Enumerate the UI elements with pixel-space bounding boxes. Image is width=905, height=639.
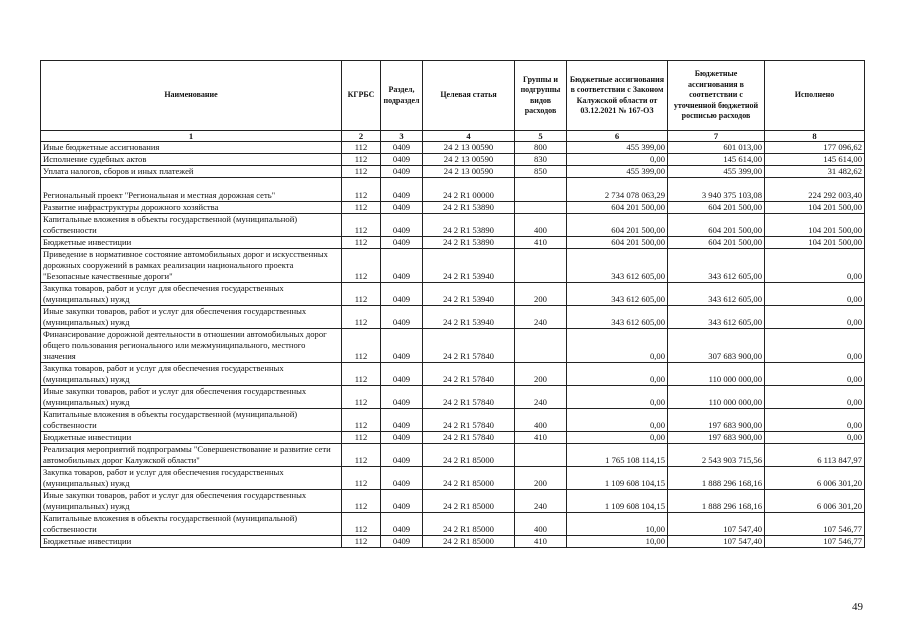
row-name-cell: Развитие инфраструктуры дорожного хозяйства	[41, 202, 342, 214]
row-target-cell: 24 2 R1 57840	[423, 363, 515, 386]
column-number-row	[41, 131, 865, 142]
row-group-cell: 410	[515, 432, 567, 444]
row-refined-amount-cell: 1 888 296 168,16	[668, 490, 765, 513]
row-section-cell: 0409	[381, 142, 423, 154]
row-group-cell	[515, 249, 567, 283]
table-row	[41, 249, 865, 283]
row-refined-amount-cell: 3 940 375 103,08	[668, 178, 765, 202]
row-executed-amount-cell: 177 096,62	[765, 142, 865, 154]
column-number: 4	[423, 131, 515, 142]
row-refined-amount-cell: 343 612 605,00	[668, 249, 765, 283]
row-kgrbs-cell: 112	[342, 166, 381, 178]
row-name-cell: Капитальные вложения в объекты государственной (муниципальной) собственности	[41, 214, 342, 237]
table-body	[41, 142, 865, 548]
row-executed-amount-cell: 0,00	[765, 363, 865, 386]
row-section-cell: 0409	[381, 490, 423, 513]
row-law-amount-cell: 0,00	[567, 386, 668, 409]
budget-table	[40, 60, 865, 548]
row-name-cell: Иные закупки товаров, работ и услуг для обеспечения государственных (муниципальных) нужд	[41, 306, 342, 329]
row-group-cell: 200	[515, 283, 567, 306]
table-row	[41, 154, 865, 166]
row-refined-amount-cell: 604 201 500,00	[668, 202, 765, 214]
row-kgrbs-cell: 112	[342, 432, 381, 444]
table-row	[41, 202, 865, 214]
row-section-cell: 0409	[381, 536, 423, 548]
row-section-cell: 0409	[381, 363, 423, 386]
row-law-amount-cell: 0,00	[567, 409, 668, 432]
header-section: Раздел, подраздел	[381, 61, 423, 131]
row-law-amount-cell: 1 109 608 104,15	[567, 467, 668, 490]
row-refined-amount-cell: 107 547,40	[668, 513, 765, 536]
header-name: Наименование	[41, 61, 342, 131]
row-kgrbs-cell: 112	[342, 536, 381, 548]
row-group-cell: 240	[515, 386, 567, 409]
row-kgrbs-cell: 112	[342, 249, 381, 283]
row-executed-amount-cell: 104 201 500,00	[765, 202, 865, 214]
row-law-amount-cell: 0,00	[567, 154, 668, 166]
row-target-cell: 24 2 R1 53940	[423, 249, 515, 283]
header-executed: Исполнено	[765, 61, 865, 131]
column-number: 2	[342, 131, 381, 142]
row-law-amount-cell: 10,00	[567, 536, 668, 548]
row-law-amount-cell: 0,00	[567, 329, 668, 363]
row-target-cell: 24 2 R1 57840	[423, 409, 515, 432]
row-target-cell: 24 2 R1 00000	[423, 178, 515, 202]
row-refined-amount-cell: 107 547,40	[668, 536, 765, 548]
row-law-amount-cell: 1 109 608 104,15	[567, 490, 668, 513]
row-executed-amount-cell: 31 482,62	[765, 166, 865, 178]
row-kgrbs-cell: 112	[342, 306, 381, 329]
row-section-cell: 0409	[381, 249, 423, 283]
row-kgrbs-cell: 112	[342, 154, 381, 166]
row-kgrbs-cell: 112	[342, 214, 381, 237]
row-law-amount-cell: 604 201 500,00	[567, 202, 668, 214]
row-refined-amount-cell: 604 201 500,00	[668, 214, 765, 237]
table-row	[41, 409, 865, 432]
header-row	[41, 61, 865, 131]
table-row	[41, 444, 865, 467]
row-name-cell: Капитальные вложения в объекты государственной (муниципальной) собственности	[41, 409, 342, 432]
row-group-cell: 410	[515, 536, 567, 548]
row-section-cell: 0409	[381, 166, 423, 178]
row-law-amount-cell: 604 201 500,00	[567, 237, 668, 249]
column-number: 8	[765, 131, 865, 142]
row-executed-amount-cell: 0,00	[765, 306, 865, 329]
table-row	[41, 490, 865, 513]
row-kgrbs-cell: 112	[342, 467, 381, 490]
row-refined-amount-cell: 604 201 500,00	[668, 237, 765, 249]
table-row	[41, 386, 865, 409]
row-law-amount-cell: 455 399,00	[567, 142, 668, 154]
row-section-cell: 0409	[381, 386, 423, 409]
row-group-cell: 800	[515, 142, 567, 154]
row-law-amount-cell: 343 612 605,00	[567, 249, 668, 283]
header-law: Бюджетные ассигнования в соответствии с Законом Калужской области от 03.12.2021 № 167-ОЗ	[567, 61, 668, 131]
row-target-cell: 24 2 R1 53890	[423, 202, 515, 214]
row-name-cell: Исполнение судебных актов	[41, 154, 342, 166]
row-executed-amount-cell: 6 113 847,97	[765, 444, 865, 467]
row-kgrbs-cell: 112	[342, 363, 381, 386]
row-group-cell: 400	[515, 409, 567, 432]
table-row	[41, 283, 865, 306]
column-number: 6	[567, 131, 668, 142]
table-row	[41, 467, 865, 490]
table-row	[41, 432, 865, 444]
budget-sheet	[40, 60, 864, 548]
column-number: 3	[381, 131, 423, 142]
row-kgrbs-cell: 112	[342, 178, 381, 202]
row-group-cell	[515, 202, 567, 214]
row-section-cell: 0409	[381, 154, 423, 166]
row-executed-amount-cell: 6 006 301,20	[765, 467, 865, 490]
row-target-cell: 24 2 R1 53890	[423, 214, 515, 237]
row-section-cell: 0409	[381, 409, 423, 432]
row-target-cell: 24 2 R1 57840	[423, 329, 515, 363]
row-kgrbs-cell: 112	[342, 409, 381, 432]
row-target-cell: 24 2 R1 53940	[423, 283, 515, 306]
row-executed-amount-cell: 0,00	[765, 329, 865, 363]
header-groups: Группы и подгруппы видов расходов	[515, 61, 567, 131]
row-law-amount-cell: 343 612 605,00	[567, 283, 668, 306]
row-refined-amount-cell: 197 683 900,00	[668, 409, 765, 432]
row-target-cell: 24 2 R1 57840	[423, 386, 515, 409]
row-group-cell	[515, 178, 567, 202]
row-name-cell: Закупка товаров, работ и услуг для обеспечения государственных (муниципальных) нужд	[41, 363, 342, 386]
row-refined-amount-cell: 1 888 296 168,16	[668, 467, 765, 490]
row-law-amount-cell: 455 399,00	[567, 166, 668, 178]
row-law-amount-cell: 1 765 108 114,15	[567, 444, 668, 467]
row-executed-amount-cell: 0,00	[765, 409, 865, 432]
row-kgrbs-cell: 112	[342, 329, 381, 363]
row-law-amount-cell: 2 734 078 063,29	[567, 178, 668, 202]
row-executed-amount-cell: 145 614,00	[765, 154, 865, 166]
table-row	[41, 237, 865, 249]
row-law-amount-cell: 0,00	[567, 363, 668, 386]
row-group-cell: 850	[515, 166, 567, 178]
row-refined-amount-cell: 145 614,00	[668, 154, 765, 166]
row-name-cell: Иные закупки товаров, работ и услуг для обеспечения государственных (муниципальных) нужд	[41, 490, 342, 513]
row-executed-amount-cell: 104 201 500,00	[765, 237, 865, 249]
row-section-cell: 0409	[381, 214, 423, 237]
row-group-cell: 830	[515, 154, 567, 166]
row-section-cell: 0409	[381, 283, 423, 306]
column-number: 7	[668, 131, 765, 142]
row-kgrbs-cell: 112	[342, 490, 381, 513]
row-executed-amount-cell: 0,00	[765, 283, 865, 306]
table-row	[41, 363, 865, 386]
row-name-cell: Региональный проект "Региональная и местная дорожная сеть"	[41, 178, 342, 202]
row-section-cell: 0409	[381, 513, 423, 536]
table-row	[41, 536, 865, 548]
row-law-amount-cell: 0,00	[567, 432, 668, 444]
column-number: 1	[41, 131, 342, 142]
row-refined-amount-cell: 110 000 000,00	[668, 363, 765, 386]
row-name-cell: Уплата налогов, сборов и иных платежей	[41, 166, 342, 178]
row-name-cell: Финансирование дорожной деятельности в отношении автомобильных дорог общего пользования регионального или межмуниципального, местного значения	[41, 329, 342, 363]
row-executed-amount-cell: 0,00	[765, 249, 865, 283]
page-number: 49	[852, 601, 863, 613]
row-name-cell: Иные закупки товаров, работ и услуг для обеспечения государственных (муниципальных) нужд	[41, 386, 342, 409]
row-target-cell: 24 2 R1 85000	[423, 444, 515, 467]
row-group-cell: 400	[515, 214, 567, 237]
row-name-cell: Бюджетные инвестиции	[41, 432, 342, 444]
row-kgrbs-cell: 112	[342, 283, 381, 306]
table-row	[41, 306, 865, 329]
row-group-cell: 200	[515, 363, 567, 386]
row-kgrbs-cell: 112	[342, 202, 381, 214]
row-target-cell: 24 2 13 00590	[423, 142, 515, 154]
row-target-cell: 24 2 R1 85000	[423, 513, 515, 536]
row-executed-amount-cell: 0,00	[765, 432, 865, 444]
header-target: Целевая статья	[423, 61, 515, 131]
row-section-cell: 0409	[381, 306, 423, 329]
row-executed-amount-cell: 6 006 301,20	[765, 490, 865, 513]
header-refined: Бюджетные ассигнования в соответствии с уточненной бюджетной росписью расходов	[668, 61, 765, 131]
table-row	[41, 513, 865, 536]
row-refined-amount-cell: 110 000 000,00	[668, 386, 765, 409]
row-refined-amount-cell: 455 399,00	[668, 166, 765, 178]
table-row	[41, 329, 865, 363]
row-section-cell: 0409	[381, 444, 423, 467]
row-refined-amount-cell: 601 013,00	[668, 142, 765, 154]
row-executed-amount-cell: 0,00	[765, 386, 865, 409]
row-refined-amount-cell: 197 683 900,00	[668, 432, 765, 444]
row-name-cell: Бюджетные инвестиции	[41, 536, 342, 548]
row-refined-amount-cell: 2 543 903 715,56	[668, 444, 765, 467]
row-target-cell: 24 2 R1 53890	[423, 237, 515, 249]
row-target-cell: 24 2 R1 53940	[423, 306, 515, 329]
row-name-cell: Реализация мероприятий подпрограммы "Совершенствование и развитие сети автомобильных дорог Калужской области"	[41, 444, 342, 467]
header-kgrbs: КГРБС	[342, 61, 381, 131]
row-target-cell: 24 2 13 00590	[423, 154, 515, 166]
row-group-cell	[515, 444, 567, 467]
row-law-amount-cell: 343 612 605,00	[567, 306, 668, 329]
row-target-cell: 24 2 R1 85000	[423, 536, 515, 548]
row-section-cell: 0409	[381, 467, 423, 490]
row-refined-amount-cell: 307 683 900,00	[668, 329, 765, 363]
column-number: 5	[515, 131, 567, 142]
table-row	[41, 214, 865, 237]
row-group-cell	[515, 329, 567, 363]
row-law-amount-cell: 604 201 500,00	[567, 214, 668, 237]
row-kgrbs-cell: 112	[342, 513, 381, 536]
row-group-cell: 410	[515, 237, 567, 249]
row-kgrbs-cell: 112	[342, 386, 381, 409]
row-target-cell: 24 2 13 00590	[423, 166, 515, 178]
row-name-cell: Капитальные вложения в объекты государственной (муниципальной) собственности	[41, 513, 342, 536]
row-executed-amount-cell: 104 201 500,00	[765, 214, 865, 237]
row-group-cell: 200	[515, 467, 567, 490]
row-kgrbs-cell: 112	[342, 237, 381, 249]
row-kgrbs-cell: 112	[342, 142, 381, 154]
row-group-cell: 400	[515, 513, 567, 536]
row-name-cell: Закупка товаров, работ и услуг для обеспечения государственных (муниципальных) нужд	[41, 283, 342, 306]
row-executed-amount-cell: 107 546,77	[765, 536, 865, 548]
row-target-cell: 24 2 R1 57840	[423, 432, 515, 444]
row-group-cell: 240	[515, 490, 567, 513]
row-refined-amount-cell: 343 612 605,00	[668, 306, 765, 329]
row-name-cell: Бюджетные инвестиции	[41, 237, 342, 249]
row-section-cell: 0409	[381, 237, 423, 249]
table-row	[41, 142, 865, 154]
row-section-cell: 0409	[381, 329, 423, 363]
row-target-cell: 24 2 R1 85000	[423, 490, 515, 513]
row-section-cell: 0409	[381, 202, 423, 214]
row-refined-amount-cell: 343 612 605,00	[668, 283, 765, 306]
row-section-cell: 0409	[381, 432, 423, 444]
row-law-amount-cell: 10,00	[567, 513, 668, 536]
row-name-cell: Иные бюджетные ассигнования	[41, 142, 342, 154]
table-row	[41, 166, 865, 178]
row-name-cell: Приведение в нормативное состояние автомобильных дорог и искусственных дорожных сооружений в рамках реализации национального проекта "Безопасные качественные дороги"	[41, 249, 342, 283]
table-row	[41, 178, 865, 202]
row-executed-amount-cell: 224 292 003,40	[765, 178, 865, 202]
row-group-cell: 240	[515, 306, 567, 329]
row-section-cell: 0409	[381, 178, 423, 202]
row-name-cell: Закупка товаров, работ и услуг для обеспечения государственных (муниципальных) нужд	[41, 467, 342, 490]
row-kgrbs-cell: 112	[342, 444, 381, 467]
row-target-cell: 24 2 R1 85000	[423, 467, 515, 490]
row-executed-amount-cell: 107 546,77	[765, 513, 865, 536]
